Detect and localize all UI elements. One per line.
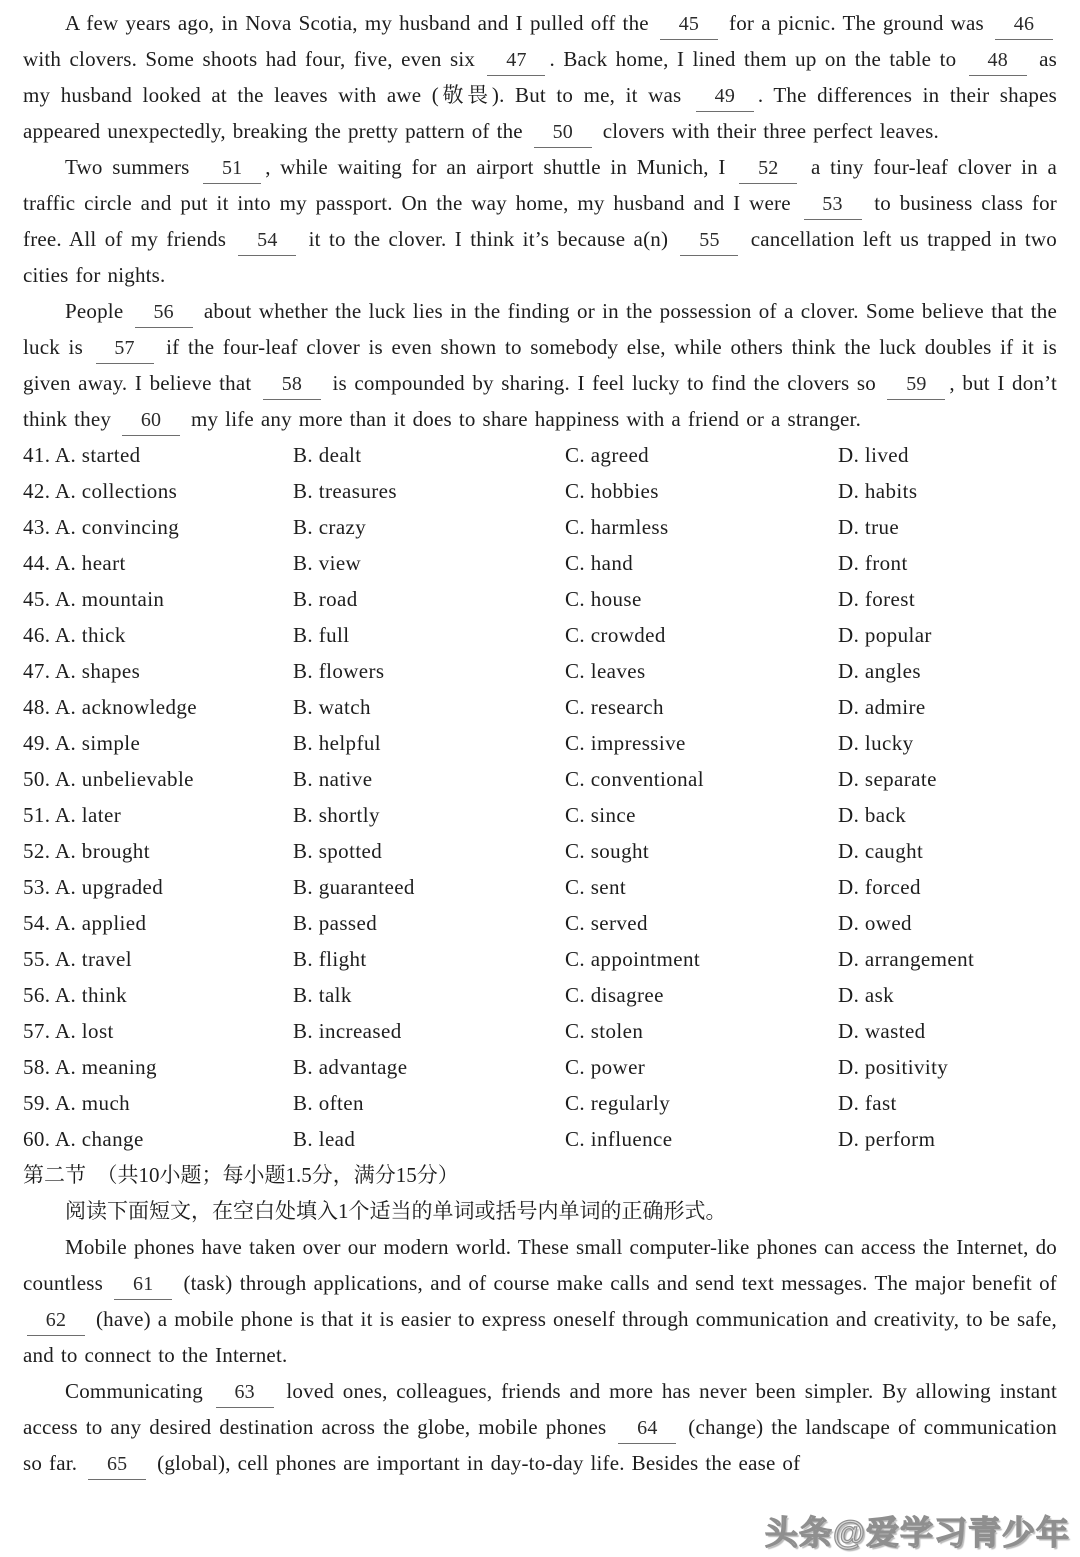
option-row-48	[23, 689, 1057, 725]
option-choice-60-A: 60. A. change	[23, 1127, 144, 1151]
cloze-blank-58: 58	[263, 369, 321, 400]
option-choice-53-B: B. guaranteed	[293, 875, 415, 899]
option-choice-41-A: 41. A. started	[23, 443, 141, 467]
cloze-blank-64: 64	[618, 1413, 676, 1444]
option-choice-55-B: B. flight	[293, 947, 367, 971]
option-choice-57-B: B. increased	[293, 1019, 402, 1043]
cloze-blank-50: 50	[534, 117, 592, 148]
option-choice-41-D: D. lived	[838, 443, 909, 467]
cloze-blank-63: 63	[216, 1377, 274, 1408]
option-choice-49-D: D. lucky	[838, 731, 914, 755]
option-choice-41-B: B. dealt	[293, 443, 362, 467]
option-choice-45-B: B. road	[293, 587, 358, 611]
option-row-60	[23, 1121, 1057, 1157]
option-choice-43-B: B. crazy	[293, 515, 367, 539]
cloze-blank-55: 55	[680, 225, 738, 256]
option-choice-60-B: B. lead	[293, 1127, 356, 1151]
option-choice-44-B: B. view	[293, 551, 362, 575]
section-header: 第二节 （共10小题；每小题1.5分，满分15分）	[23, 1163, 459, 1187]
option-choice-49-C: C. impressive	[565, 731, 686, 755]
option-row-54	[23, 905, 1057, 941]
cloze-blank-59: 59	[887, 369, 945, 400]
option-choice-54-A: 54. A. applied	[23, 911, 147, 935]
cloze-blank-48: 48	[969, 45, 1027, 76]
option-choice-45-D: D. forest	[838, 587, 916, 611]
option-choice-51-A: 51. A. later	[23, 803, 122, 827]
passage-paragraph: Mobile phones have taken over our modern world. These small computer-like phones can access the Internet, do countless 61 (task) through applications, and of course make calls and send text messages. The major benefit of 62 (have) a mobile phone is that it is easier to express oneself through communication and creativity, to be safe, and to connect to the Internet.	[23, 1235, 1058, 1367]
option-choice-56-A: 56. A. think	[23, 983, 127, 1007]
cloze-blank-45: 45	[660, 9, 718, 40]
option-choice-56-C: C. disagree	[565, 983, 664, 1007]
passage-paragraph: A few years ago, in Nova Scotia, my husband and I pulled off the 45 for a picnic. The ground was 46 with clovers. Some shoots had four, five, even six 47 . Back home, I lined them up on the table to 48 as my husband looked at the leaves with awe (敬畏). But to me, it was 49 . The differences in their shapes appeared unexpectedly, breaking the pretty pattern of the 50 clovers with their three perfect leaves.	[23, 5, 1057, 149]
option-choice-43-A: 43. A. convincing	[23, 515, 180, 539]
fill-in-passage	[23, 1229, 1057, 1481]
option-row-59	[23, 1085, 1057, 1121]
cloze-blank-60: 60	[122, 405, 180, 436]
option-choice-56-D: D. ask	[838, 983, 895, 1007]
option-choice-51-C: C. since	[565, 803, 636, 827]
option-row-56	[23, 977, 1057, 1013]
option-row-47	[23, 653, 1057, 689]
option-choice-49-A: 49. A. simple	[23, 731, 141, 755]
option-choice-50-D: D. separate	[838, 767, 937, 791]
section-instruction: 阅读下面短文，在空白处填入1个适当的单词或括号内单词的正确形式。	[65, 1199, 727, 1223]
option-choice-54-C: C. served	[565, 911, 648, 935]
option-choice-47-A: 47. A. shapes	[23, 659, 141, 683]
option-choice-48-C: C. research	[565, 695, 664, 719]
option-choice-60-C: C. influence	[565, 1127, 673, 1151]
cloze-blank-62: 62	[27, 1305, 85, 1336]
cloze-blank-61: 61	[114, 1269, 172, 1300]
cloze-blank-57: 57	[96, 333, 154, 364]
option-row-53	[23, 869, 1057, 905]
option-choice-57-A: 57. A. lost	[23, 1019, 114, 1043]
option-choice-50-B: B. native	[293, 767, 373, 791]
option-choice-42-D: D. habits	[838, 479, 918, 503]
option-choice-44-A: 44. A. heart	[23, 551, 126, 575]
option-choice-58-D: D. positivity	[838, 1055, 949, 1079]
option-choice-57-D: D. wasted	[838, 1019, 926, 1043]
cloze-blank-54: 54	[238, 225, 296, 256]
option-choice-42-C: C. hobbies	[565, 479, 659, 503]
option-row-51	[23, 797, 1057, 833]
option-choice-43-D: D. true	[838, 515, 900, 539]
option-choice-48-A: 48. A. acknowledge	[23, 695, 197, 719]
cloze-blank-49: 49	[696, 81, 754, 112]
cloze-blank-53: 53	[804, 189, 862, 220]
option-row-57	[23, 1013, 1057, 1049]
option-row-55	[23, 941, 1057, 977]
option-row-44	[23, 545, 1057, 581]
option-choice-59-B: B. often	[293, 1091, 364, 1115]
option-choice-46-C: C. crowded	[565, 623, 666, 647]
option-choice-58-A: 58. A. meaning	[23, 1055, 157, 1079]
option-choice-46-D: D. popular	[838, 623, 932, 647]
option-choice-46-B: B. full	[293, 623, 350, 647]
option-row-43	[23, 509, 1057, 545]
passage-paragraph: Two summers 51 , while waiting for an airport shuttle in Munich, I 52 a tiny four-leaf clover in a traffic circle and put it into my passport. On the way home, my husband and I were 53 to business class for free. All of my friends 54 it to the clover. I think it’s because a(n) 55 cancellation left us trapped in two cities for nights.	[23, 155, 1058, 287]
option-choice-54-B: B. passed	[293, 911, 378, 935]
option-choice-58-C: C. power	[565, 1055, 646, 1079]
option-row-42	[23, 473, 1057, 509]
option-choice-52-B: B. spotted	[293, 839, 383, 863]
option-choice-53-A: 53. A. upgraded	[23, 875, 164, 899]
option-choice-41-C: C. agreed	[565, 443, 650, 467]
cloze-blank-65: 65	[88, 1449, 146, 1480]
option-choice-55-A: 55. A. travel	[23, 947, 133, 971]
cloze-blank-56: 56	[135, 297, 193, 328]
option-choice-45-A: 45. A. mountain	[23, 587, 165, 611]
option-choice-43-C: C. harmless	[565, 515, 669, 539]
cloze-blank-46: 46	[995, 9, 1053, 40]
option-choice-47-D: D. angles	[838, 659, 921, 683]
option-choice-42-A: 42. A. collections	[23, 479, 178, 503]
passage-paragraph: Communicating 63 loved ones, colleagues, friends and more has never been simpler. By allowing instant access to any desired destination across the globe, mobile phones 64 (change) the landscape of communication so far. 65 (global), cell phones are important in day-to-day life. Besides the ease of	[23, 1373, 1057, 1481]
option-row-50	[23, 761, 1057, 797]
option-row-45	[23, 581, 1057, 617]
option-choice-59-A: 59. A. much	[23, 1091, 131, 1115]
option-choice-45-C: C. house	[565, 587, 642, 611]
option-choice-59-D: D. fast	[838, 1091, 897, 1115]
option-choice-59-C: C. regularly	[565, 1091, 671, 1115]
option-choice-51-D: D. back	[838, 803, 907, 827]
option-choice-46-A: 46. A. thick	[23, 623, 126, 647]
option-choice-57-C: C. stolen	[565, 1019, 644, 1043]
cloze-blank-47: 47	[487, 45, 545, 76]
option-choice-60-D: D. perform	[838, 1127, 936, 1151]
option-choice-49-B: B. helpful	[293, 731, 381, 755]
cloze-blank-51: 51	[203, 153, 261, 184]
cloze-blank-52: 52	[739, 153, 797, 184]
option-choice-47-C: C. leaves	[565, 659, 646, 683]
option-choice-48-D: D. admire	[838, 695, 926, 719]
option-choice-51-B: B. shortly	[293, 803, 380, 827]
option-row-58	[23, 1049, 1057, 1085]
option-choice-44-C: C. hand	[565, 551, 634, 575]
cloze-passage	[23, 5, 1057, 437]
option-choice-48-B: B. watch	[293, 695, 371, 719]
option-choice-56-B: B. talk	[293, 983, 352, 1007]
options-table	[23, 437, 1057, 1157]
option-choice-52-A: 52. A. brought	[23, 839, 150, 863]
option-row-46	[23, 617, 1057, 653]
option-choice-53-C: C. sent	[565, 875, 627, 899]
option-choice-42-B: B. treasures	[293, 479, 397, 503]
option-row-52	[23, 833, 1057, 869]
option-choice-47-B: B. flowers	[293, 659, 385, 683]
option-choice-54-D: D. owed	[838, 911, 912, 935]
option-choice-52-D: D. caught	[838, 839, 924, 863]
option-choice-44-D: D. front	[838, 551, 908, 575]
option-choice-50-C: C. conventional	[565, 767, 704, 791]
option-choice-55-D: D. arrangement	[838, 947, 975, 971]
option-choice-55-C: C. appointment	[565, 947, 701, 971]
option-choice-52-C: C. sought	[565, 839, 650, 863]
option-choice-58-B: B. advantage	[293, 1055, 408, 1079]
option-row-49	[23, 725, 1057, 761]
watermark-text: 头条@爱学习青少年	[764, 1514, 1070, 1551]
option-row-41	[23, 437, 1057, 473]
option-choice-53-D: D. forced	[838, 875, 921, 899]
passage-paragraph: People 56 about whether the luck lies in the finding or in the possession of a clover. Some believe that the luck is 57 if the four-leaf clover is even shown to somebody else, while others think the luck doubles if it is given away. I believe that 58 is compounded by sharing. I feel lucky to find the clovers so 59 , but I don’t think they 60 my life any more than it does to share happiness with a friend or a stranger.	[23, 293, 1057, 437]
option-choice-50-A: 50. A. unbelievable	[23, 767, 194, 791]
